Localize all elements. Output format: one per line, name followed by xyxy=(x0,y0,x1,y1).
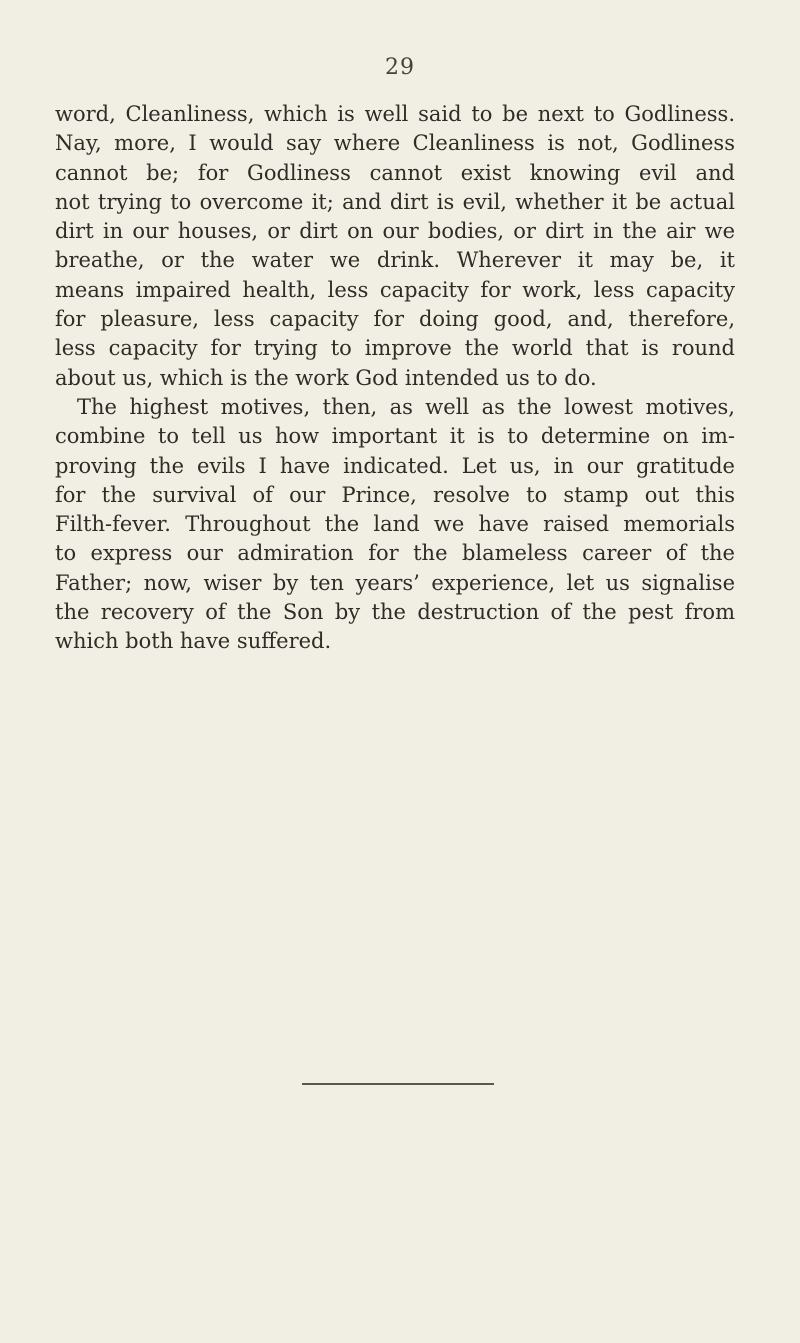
text-line: The highest motives, then, as well as the lowest motives, xyxy=(77,394,735,419)
text-line: dirt in our houses, or dirt on our bodies, or dirt in the air we xyxy=(55,219,735,244)
text-line: Nay, more, I would say where Cleanliness is not, Godliness xyxy=(55,131,735,156)
text-line: Filth-fever. Throughout the land we have raised memorials xyxy=(55,512,735,537)
text-line: the recovery of the Son by the destruction of the pest from xyxy=(55,600,735,625)
text-line: less capacity for trying to improve the world that is round xyxy=(55,336,735,361)
section-divider xyxy=(302,1083,494,1085)
text-line: combine to tell us how important it is to determine on im- xyxy=(55,424,735,449)
text-line: means impaired health, less capacity for work, less capacity xyxy=(55,277,735,302)
text-line: which both have suffered. xyxy=(55,629,332,654)
text-line: not trying to overcome it; and dirt is evil, whether it be actual xyxy=(55,189,735,214)
text-line: about us, which is the work God intended us to do. xyxy=(55,365,597,390)
body-text xyxy=(55,100,735,657)
text-line: word, Cleanliness, which is well said to be next to Godliness. xyxy=(55,102,735,126)
text-line: breathe, or the water we drink. Wherever it may be, it xyxy=(55,248,735,273)
text-line: cannot be; for Godliness cannot exist knowing evil and xyxy=(55,160,735,185)
page-number: 29 xyxy=(385,55,415,80)
text-line: proving the evils I have indicated. Let us, in our gratitude xyxy=(55,453,735,478)
text-line: to express our admiration for the blameless career of the xyxy=(55,541,735,566)
text-line: Father; now, wiser by ten years’ experience, let us signalise xyxy=(55,570,735,595)
text-line: for the survival of our Prince, resolve to stamp out this xyxy=(55,482,735,507)
text-line: for pleasure, less capacity for doing good, and, therefore, xyxy=(55,307,735,332)
